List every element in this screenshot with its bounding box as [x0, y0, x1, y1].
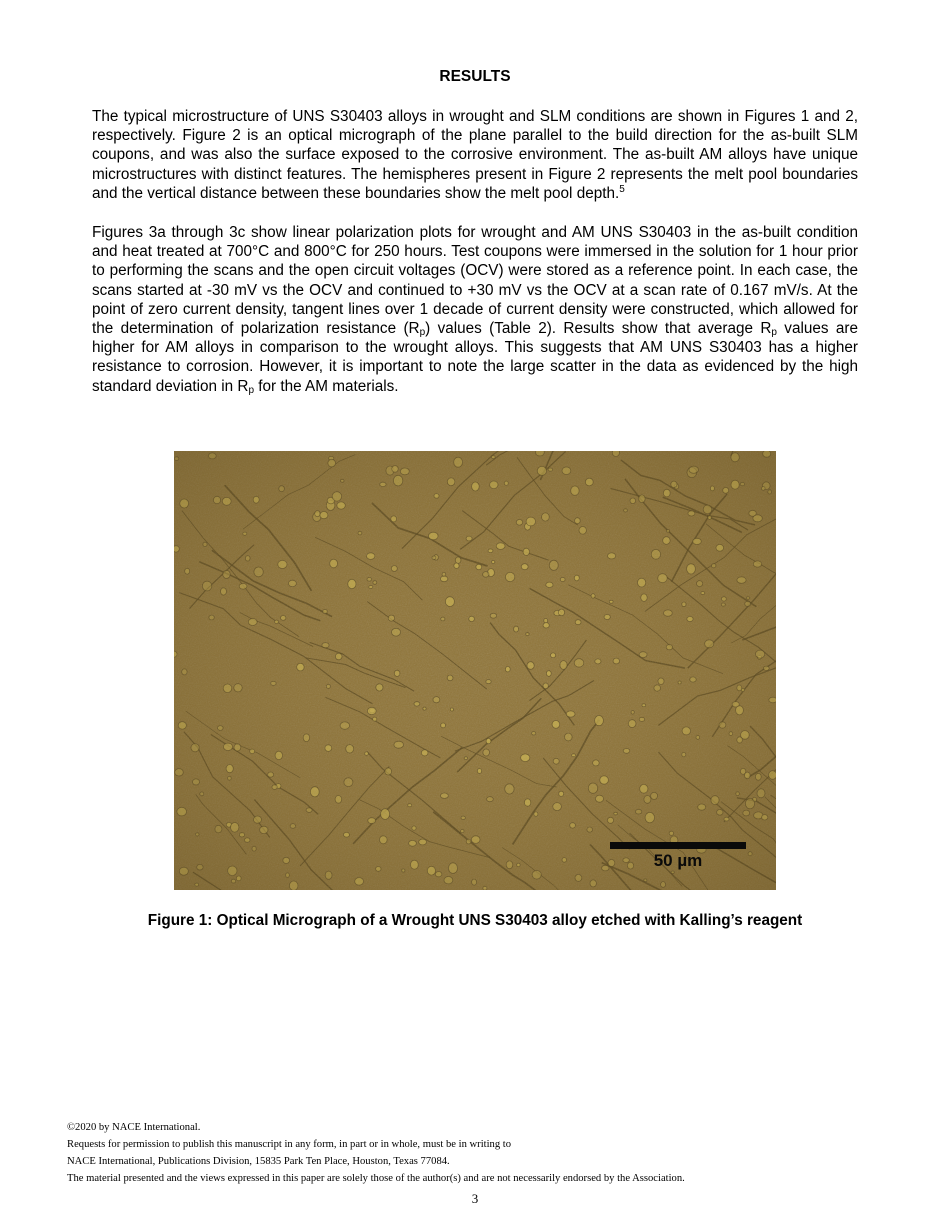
footer-address: NACE International, Publications Division, 15835 Park Ten Place, Houston, Texas 77084.	[67, 1156, 450, 1167]
scale-bar	[610, 842, 746, 849]
subscript-p: p	[771, 327, 777, 339]
figure-caption: Figure 1: Optical Micrograph of a Wrought UNS S30403 alloy etched with Kalling’s reagent	[147, 912, 803, 929]
scale-bar-label: 50 µm	[653, 851, 703, 870]
footer-disclaimer: The material presented and the views expressed in this paper are solely those of the author(s) and are not necessarily endorsed by the Association.	[67, 1173, 685, 1184]
footer	[67, 1119, 887, 1187]
paragraph-text-part1: Figures 3a through 3c show linear polarization plots for wrought and AM UNS S30403 in the as-built condition and heat treated at 700°C and 800°C for 250 hours. Test coupons were immersed in the solution for 1 hour prior to performing the scans and the open circuit voltages (OCV) were stored as a reference point. In each case, the scans started at -30 mV vs the OCV and continued to +30 mV vs the OCV at a scan rate of 0.167 mV/s. At the point of zero current density, tangent lines over 1 decade of current density were constructed, which allowed for the determination of polarization resistance (R	[92, 224, 858, 338]
paragraph-text-part2: ) values (Table 2). Results show that average R	[425, 320, 772, 338]
paragraph-text-part3: values are higher for AM alloys in comparison to the wrought alloys. This suggests that AM UNS S30403 has a higher resistance to corrosion. However, it is important to note the large scatter in the data as evidenced by the high standard deviation in R	[92, 320, 858, 395]
subscript-p: p	[248, 384, 255, 396]
paragraph-text-part4: for the AM materials.	[254, 377, 399, 395]
footer-copyright: ©2020 by NACE International.	[67, 1122, 201, 1133]
micrograph-texture	[174, 451, 776, 890]
footnote-reference: 5	[619, 183, 625, 195]
paragraph-microstructure	[92, 107, 858, 203]
paragraph-text: The typical microstructure of UNS S30403 alloys in wrought and SLM conditions are shown in Figures 1 and 2, respectively. Figure 2 is an optical micrograph of the plane parallel to the build direction for the as-built SLM coupons, and was also the surface exposed to the corrosive environment. The as-built AM alloys have unique microstructures with distinct features. The hemispheres present in Figure 2 represents the melt pool boundaries and the vertical distance between these boundaries show the melt pool depth.	[92, 108, 858, 202]
footer-permission: Requests for permission to publish this manuscript in any form, in part or in whole, must be in writing to	[67, 1139, 512, 1150]
subscript-p: p	[419, 327, 426, 339]
micrograph-image	[174, 451, 776, 890]
section-heading: RESULTS	[439, 68, 511, 85]
paragraph-polarization	[92, 223, 858, 396]
page-number: 3	[471, 1191, 479, 1206]
